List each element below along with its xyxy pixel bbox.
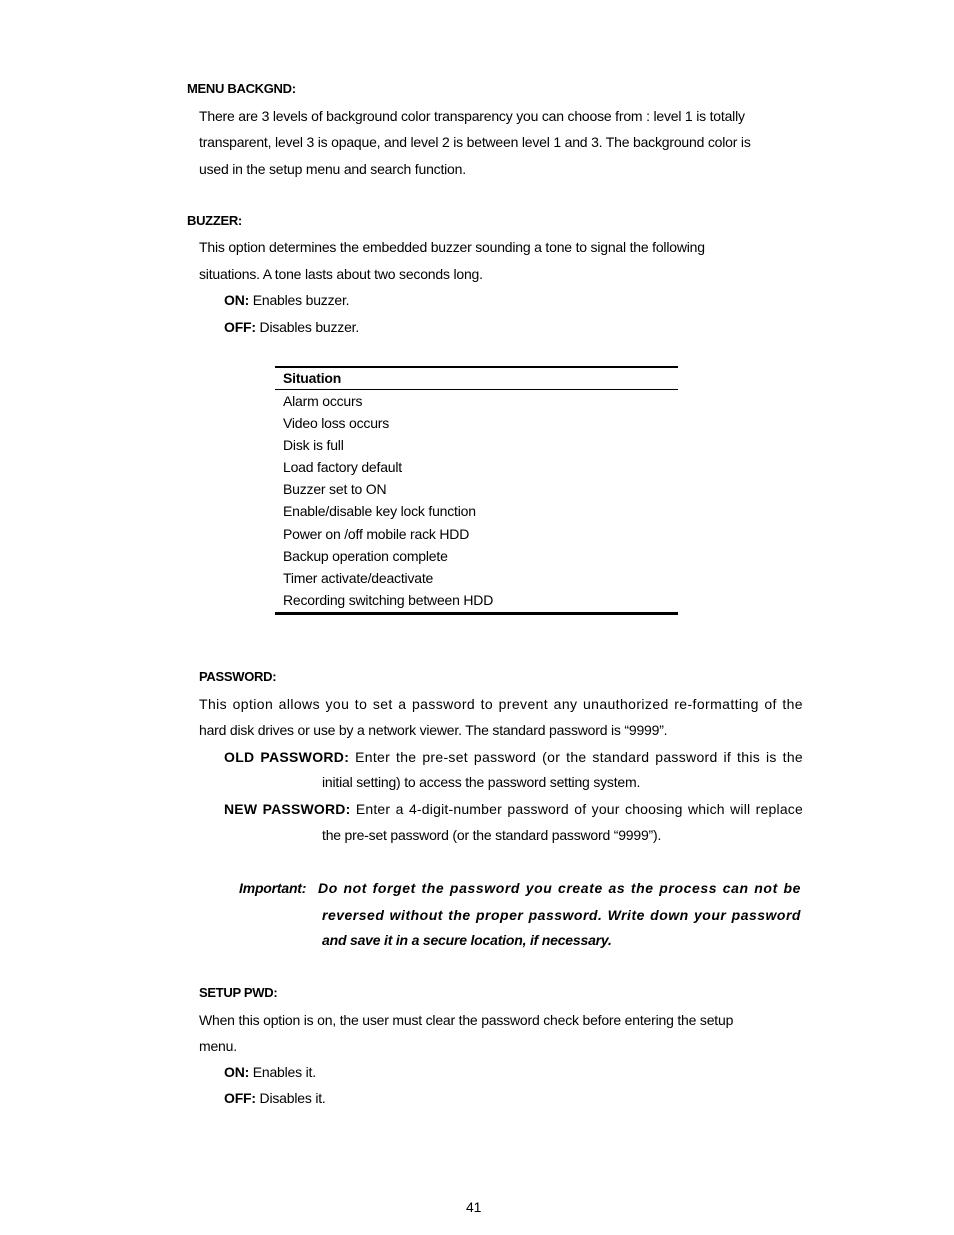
important-line-2: reversed without the proper password. Write down your password xyxy=(322,907,801,923)
table-row: Enable/disable key lock function xyxy=(283,503,476,520)
menu-backgnd-line-1: There are 3 levels of background color transparency you can choose from : level 1 is totally xyxy=(199,108,745,124)
table-row: Disk is full xyxy=(283,437,344,454)
new-password-label: NEW PASSWORD: xyxy=(224,801,351,817)
buzzer-on-option xyxy=(224,292,349,308)
menu-backgnd-heading: MENU BACKGND: xyxy=(187,81,296,96)
important-line-1: Do not forget the password you create as the process can not be xyxy=(318,880,801,896)
situation-table xyxy=(275,366,678,615)
buzzer-off-option xyxy=(224,319,359,335)
setup-pwd-line-2: menu. xyxy=(199,1038,237,1054)
setup-pwd-on-option xyxy=(224,1064,316,1080)
setup-pwd-off-label: OFF: xyxy=(224,1090,256,1106)
situation-table-body xyxy=(275,390,678,612)
old-password-option xyxy=(224,749,803,765)
important-label: Important: xyxy=(239,880,307,896)
table-row: Recording switching between HDD xyxy=(283,591,494,608)
table-row: Power on /off mobile rack HDD xyxy=(283,525,470,542)
buzzer-line-1: This option determines the embedded buzzer sounding a tone to signal the following xyxy=(199,239,705,255)
password-heading: PASSWORD: xyxy=(199,669,277,684)
new-password-option xyxy=(224,801,803,817)
menu-backgnd-line-2: transparent, level 3 is opaque, and level 2 is between level 1 and 3. The background color is xyxy=(199,134,751,150)
buzzer-line-2: situations. A tone lasts about two seconds long. xyxy=(199,266,483,282)
setup-pwd-on-label: ON: xyxy=(224,1064,250,1080)
table-row: Alarm occurs xyxy=(283,393,363,409)
page-number: 41 xyxy=(466,1199,482,1215)
table-row: Timer activate/deactivate xyxy=(283,569,434,586)
password-line-1: This option allows you to set a password to prevent any unauthorized re-formatting of the xyxy=(199,696,803,712)
table-row: Video loss occurs xyxy=(283,415,390,432)
old-password-line-2: initial setting) to access the password setting system. xyxy=(322,774,641,790)
new-password-line-2: the pre-set password (or the standard password “9999”). xyxy=(322,827,662,843)
setup-pwd-heading: SETUP PWD: xyxy=(199,985,278,1000)
old-password-label: OLD PASSWORD: xyxy=(224,749,350,765)
buzzer-on-text: Enables buzzer. xyxy=(249,292,350,308)
new-password-text: Enter a 4-digit-number password of your choosing which will replace xyxy=(350,801,803,817)
buzzer-off-text: Disables buzzer. xyxy=(255,319,360,335)
table-row: Backup operation complete xyxy=(283,547,448,564)
table-row: Buzzer set to ON xyxy=(283,481,387,498)
setup-pwd-on-text: Enables it. xyxy=(249,1064,316,1080)
table-row: Load factory default xyxy=(283,459,402,476)
buzzer-on-label: ON: xyxy=(224,292,250,308)
menu-backgnd-line-3: used in the setup menu and search function. xyxy=(199,161,466,177)
important-line-3: and save it in a secure location, if necessary. xyxy=(322,932,612,948)
buzzer-heading: BUZZER: xyxy=(187,213,242,228)
setup-pwd-off-text: Disables it. xyxy=(255,1090,326,1106)
old-password-text: Enter the pre-set password (or the standard password if this is the xyxy=(349,749,803,765)
password-line-2: hard disk drives or use by a network viewer. The standard password is “9999”. xyxy=(199,722,668,738)
buzzer-off-label: OFF: xyxy=(224,319,256,335)
situation-table-header: Situation xyxy=(275,368,678,390)
setup-pwd-off-option xyxy=(224,1090,326,1106)
setup-pwd-line-1: When this option is on, the user must clear the password check before entering the setup xyxy=(199,1012,734,1028)
